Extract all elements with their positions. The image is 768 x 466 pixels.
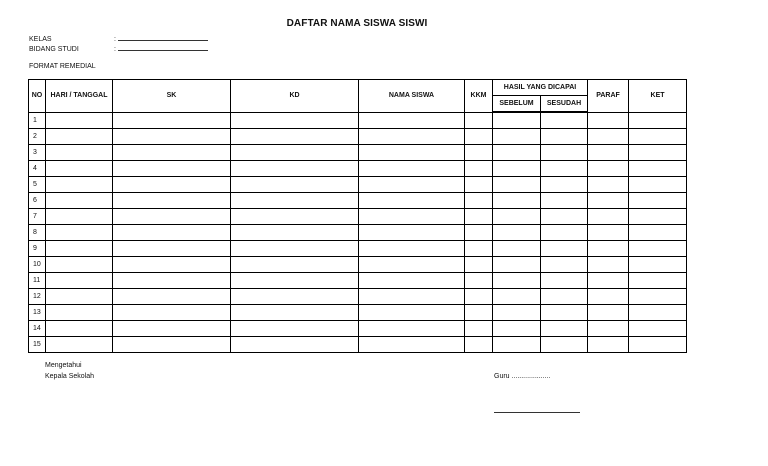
table-cell <box>541 112 588 129</box>
table-cell <box>465 209 493 225</box>
table-cell <box>113 193 231 209</box>
table-row <box>29 257 687 273</box>
table-row <box>29 289 687 305</box>
table-cell <box>359 241 465 257</box>
header-hasil: HASIL YANG DICAPAI <box>493 80 588 96</box>
table-cell <box>588 193 629 209</box>
table-cell <box>588 161 629 177</box>
table-cell <box>46 161 113 177</box>
table-cell <box>113 177 231 193</box>
table-row <box>29 305 687 321</box>
table-cell <box>113 305 231 321</box>
header-ket: KET <box>629 80 687 113</box>
format-label: FORMAT REMEDIAL <box>29 63 96 70</box>
table-cell <box>493 193 541 209</box>
table-cell <box>541 273 588 289</box>
table-cell <box>541 193 588 209</box>
header-nama-siswa: NAMA SISWA <box>359 80 465 113</box>
table-cell <box>465 129 493 145</box>
table-cell <box>541 209 588 225</box>
table-cell <box>493 289 541 305</box>
table-cell <box>541 177 588 193</box>
mengetahui-label: Mengetahui <box>45 362 82 369</box>
row-number: 4 <box>29 161 46 177</box>
row-number: 6 <box>29 193 46 209</box>
table-cell <box>359 112 465 129</box>
table-cell <box>46 129 113 145</box>
table-cell <box>493 145 541 161</box>
table-cell <box>113 241 231 257</box>
table-cell <box>113 289 231 305</box>
table-cell <box>629 161 687 177</box>
table-cell <box>588 129 629 145</box>
table-cell <box>231 193 359 209</box>
table-cell <box>541 257 588 273</box>
table-row <box>29 321 687 337</box>
field-separator: : <box>114 46 116 53</box>
table-cell <box>231 305 359 321</box>
table-row <box>29 193 687 209</box>
table-cell <box>231 273 359 289</box>
table-cell <box>465 289 493 305</box>
table-cell <box>359 129 465 145</box>
page-title: DAFTAR NAMA SISWA SISWI <box>286 18 428 29</box>
table-cell <box>465 257 493 273</box>
table-cell <box>541 241 588 257</box>
row-number: 3 <box>29 145 46 161</box>
table-cell <box>588 289 629 305</box>
table-cell <box>465 161 493 177</box>
table-cell <box>231 129 359 145</box>
field-label: KELAS <box>29 36 52 43</box>
table-cell <box>359 209 465 225</box>
table-cell <box>588 145 629 161</box>
table-cell <box>629 209 687 225</box>
table-row <box>29 273 687 289</box>
table-row <box>29 161 687 177</box>
table-row <box>29 177 687 193</box>
row-number: 14 <box>29 321 46 337</box>
table-row <box>29 225 687 241</box>
kepala-sekolah-label: Kepala Sekolah <box>45 373 95 380</box>
table-cell <box>465 305 493 321</box>
table-cell <box>629 129 687 145</box>
table-cell <box>359 337 465 353</box>
table-cell <box>493 161 541 177</box>
table-cell <box>231 337 359 353</box>
table-cell <box>359 225 465 241</box>
field-label: BIDANG STUDI <box>29 46 79 53</box>
table-cell <box>465 241 493 257</box>
remedial-table <box>28 79 687 353</box>
table-cell <box>113 337 231 353</box>
table-body <box>29 112 687 353</box>
table-cell <box>231 177 359 193</box>
table-cell <box>46 193 113 209</box>
table-cell <box>113 321 231 337</box>
table-cell <box>231 209 359 225</box>
table-row <box>29 129 687 145</box>
table-cell <box>113 273 231 289</box>
table-cell <box>46 257 113 273</box>
table-cell <box>588 337 629 353</box>
guru-label: Guru .................... <box>494 373 551 380</box>
header-kkm: KKM <box>465 80 493 113</box>
table-cell <box>493 177 541 193</box>
table-row <box>29 112 687 129</box>
table-cell <box>541 129 588 145</box>
header-sesudah: SESUDAH <box>541 96 588 113</box>
table-cell <box>629 177 687 193</box>
field-bidang-studi <box>29 44 208 53</box>
table-cell <box>629 241 687 257</box>
row-number: 2 <box>29 129 46 145</box>
table-row <box>29 241 687 257</box>
header-kd: KD <box>231 80 359 113</box>
header-sk: SK <box>113 80 231 113</box>
table-cell <box>541 161 588 177</box>
table-row <box>29 337 687 353</box>
table-cell <box>588 257 629 273</box>
table-cell <box>629 193 687 209</box>
table-cell <box>493 129 541 145</box>
table-cell <box>231 257 359 273</box>
table-cell <box>541 321 588 337</box>
header-no: NO <box>29 80 46 113</box>
table-cell <box>493 321 541 337</box>
bidang-studi-blank-line <box>118 44 208 51</box>
table-cell <box>465 112 493 129</box>
table-cell <box>46 112 113 129</box>
header-paraf: PARAF <box>588 80 629 113</box>
table-cell <box>231 289 359 305</box>
row-number: 5 <box>29 177 46 193</box>
table-cell <box>493 241 541 257</box>
table-cell <box>46 289 113 305</box>
table-cell <box>46 145 113 161</box>
table-cell <box>629 289 687 305</box>
table-cell <box>465 273 493 289</box>
table-cell <box>629 305 687 321</box>
table-cell <box>588 321 629 337</box>
table-cell <box>359 273 465 289</box>
table-cell <box>629 112 687 129</box>
table-cell <box>359 257 465 273</box>
signature-line <box>494 412 580 413</box>
table-cell <box>359 161 465 177</box>
field-kelas <box>29 34 208 43</box>
table-cell <box>46 273 113 289</box>
row-number: 8 <box>29 225 46 241</box>
table-cell <box>465 321 493 337</box>
table-cell <box>231 321 359 337</box>
table-cell <box>493 305 541 321</box>
table-cell <box>541 337 588 353</box>
table-cell <box>113 112 231 129</box>
table-cell <box>231 161 359 177</box>
table-cell <box>493 225 541 241</box>
table-cell <box>588 225 629 241</box>
row-number: 15 <box>29 337 46 353</box>
table-cell <box>113 257 231 273</box>
table-cell <box>465 145 493 161</box>
table-cell <box>359 289 465 305</box>
table-cell <box>629 337 687 353</box>
table-cell <box>541 225 588 241</box>
table-cell <box>493 209 541 225</box>
table-cell <box>113 161 231 177</box>
row-number: 7 <box>29 209 46 225</box>
table-cell <box>359 193 465 209</box>
table-cell <box>46 209 113 225</box>
table-cell <box>541 289 588 305</box>
table-cell <box>493 273 541 289</box>
row-number: 10 <box>29 257 46 273</box>
table-cell <box>588 209 629 225</box>
table-cell <box>113 129 231 145</box>
table-row <box>29 209 687 225</box>
table-cell <box>493 337 541 353</box>
table-cell <box>359 321 465 337</box>
table-cell <box>46 337 113 353</box>
table-cell <box>588 177 629 193</box>
table-cell <box>588 112 629 129</box>
table-cell <box>46 321 113 337</box>
table-cell <box>465 193 493 209</box>
table-cell <box>359 145 465 161</box>
table-cell <box>113 225 231 241</box>
table-cell <box>231 225 359 241</box>
row-number: 13 <box>29 305 46 321</box>
table-cell <box>231 145 359 161</box>
row-number: 1 <box>29 112 46 129</box>
row-number: 9 <box>29 241 46 257</box>
table-cell <box>113 209 231 225</box>
table-cell <box>588 241 629 257</box>
table-cell <box>588 273 629 289</box>
table-cell <box>465 337 493 353</box>
table-cell <box>493 257 541 273</box>
table-cell <box>113 145 231 161</box>
table-cell <box>541 145 588 161</box>
table-cell <box>465 177 493 193</box>
table-cell <box>493 112 541 129</box>
header-sebelum: SEBELUM <box>493 96 541 113</box>
table-cell <box>46 177 113 193</box>
table-cell <box>465 225 493 241</box>
table-cell <box>588 305 629 321</box>
field-separator: : <box>114 36 116 43</box>
table-cell <box>231 112 359 129</box>
table-cell <box>629 257 687 273</box>
header-hari-tanggal: HARI / TANGGAL <box>46 80 113 113</box>
table-cell <box>359 305 465 321</box>
table-cell <box>231 241 359 257</box>
table-cell <box>46 241 113 257</box>
table-cell <box>359 177 465 193</box>
kelas-blank-line <box>118 34 208 41</box>
table-row <box>29 145 687 161</box>
row-number: 11 <box>29 273 46 289</box>
table-cell <box>629 273 687 289</box>
table-cell <box>629 321 687 337</box>
table-cell <box>629 145 687 161</box>
table-cell <box>46 225 113 241</box>
table-cell <box>46 305 113 321</box>
table-cell <box>629 225 687 241</box>
table-cell <box>541 305 588 321</box>
row-number: 12 <box>29 289 46 305</box>
